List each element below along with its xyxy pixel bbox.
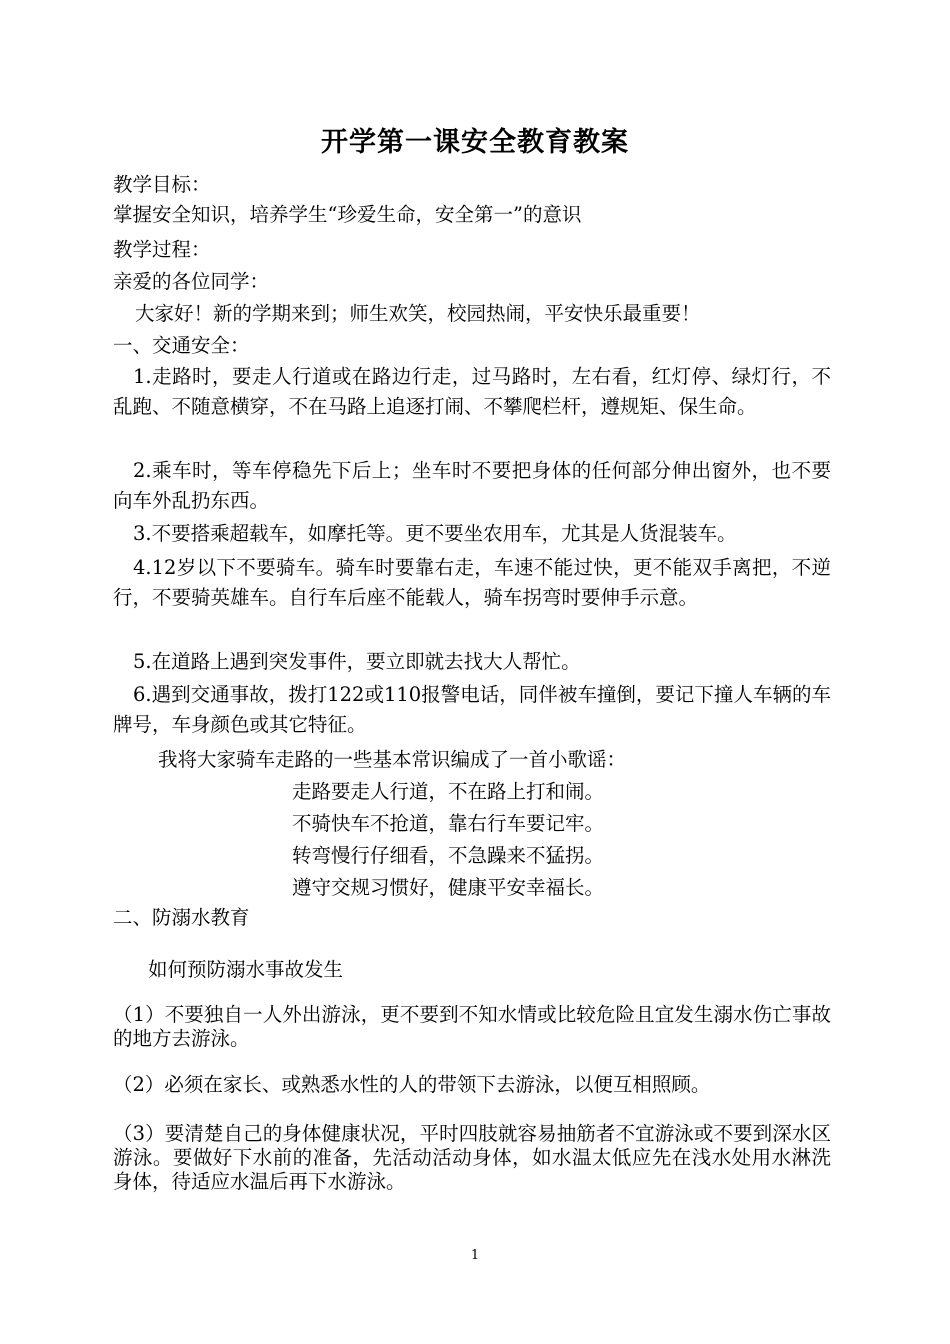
list-item: 4.12岁以下不要骑车。骑车时要靠右走，车速不能过快，更不能双手离把，不逆行，不要骑英雄车。自行车后座不能载人，骑车拐弯时要伸手示意。 xyxy=(113,556,831,609)
opening-line: 大家好！新的学期来到；师生欢笑，校园热闹，平安快乐最重要！ xyxy=(135,302,701,325)
list-item: （2）必须在家长、或熟悉水性的人的带领下去游泳，以便互相照顾。 xyxy=(113,1073,711,1096)
process-label: 教学过程： xyxy=(113,238,211,261)
section-heading-traffic: 一、交通安全： xyxy=(113,334,250,357)
song-line: 不骑快车不抢道，靠右行车要记牢。 xyxy=(292,812,605,835)
list-item: 3.不要搭乘超载车，如摩托等。更不要坐农用车，尤其是人货混装车。 xyxy=(133,522,737,545)
song-intro: 我将大家骑车走路的一些基本常识编成了一首小歌谣： xyxy=(158,748,627,771)
section-heading-drowning: 二、防溺水教育 xyxy=(113,906,250,929)
subheading: 如何预防溺水事故发生 xyxy=(148,958,344,981)
page-number: 1 xyxy=(470,1248,480,1263)
list-item: 6.遇到交通事故，拨打122或110报警电话，同伴被车撞倒，要记下撞人车辆的车牌号，车身颜色或其它特征。 xyxy=(113,683,831,736)
page-title: 开学第一课安全教育教案 xyxy=(321,127,629,158)
list-item: 5.在道路上遇到突发事件，要立即就去找大人帮忙。 xyxy=(133,650,581,673)
goal-label: 教学目标： xyxy=(113,173,211,196)
list-item: 1.走路时，要走人行道或在路边行走，过马路时，左右看，红灯停、绿灯行，不乱跑、不随意横穿，不在马路上追逐打闹、不攀爬栏杆，遵规矩、保生命。 xyxy=(113,365,831,418)
song-line: 走路要走人行道，不在路上打和闹。 xyxy=(292,780,605,803)
list-item: 2.乘车时，等车停稳先下后上；坐车时不要把身体的任何部分伸出窗外，也不要向车外乱扔东西。 xyxy=(113,459,831,512)
song-line: 遵守交规习惯好，健康平安幸福长。 xyxy=(292,876,605,899)
list-item: （1）不要独自一人外出游泳，更不要到不知水情或比较危险且宜发生溺水伤亡事故的地方去游泳。 xyxy=(113,1003,831,1050)
song-line: 转弯慢行仔细看，不急躁来不猛拐。 xyxy=(292,844,605,867)
greeting: 亲爱的各位同学： xyxy=(113,270,270,293)
goal-text: 掌握安全知识，培养学生“珍爱生命，安全第一”的意识 xyxy=(113,203,582,226)
list-item: （3）要清楚自己的身体健康状况，平时四肢就容易抽筋者不宜游泳或不要到深水区游泳。要做好下水前的准备，先活动活动身体，如水温太低应先在浅水处用水淋洗身体，待适应水温后再下水游泳。 xyxy=(113,1122,831,1193)
